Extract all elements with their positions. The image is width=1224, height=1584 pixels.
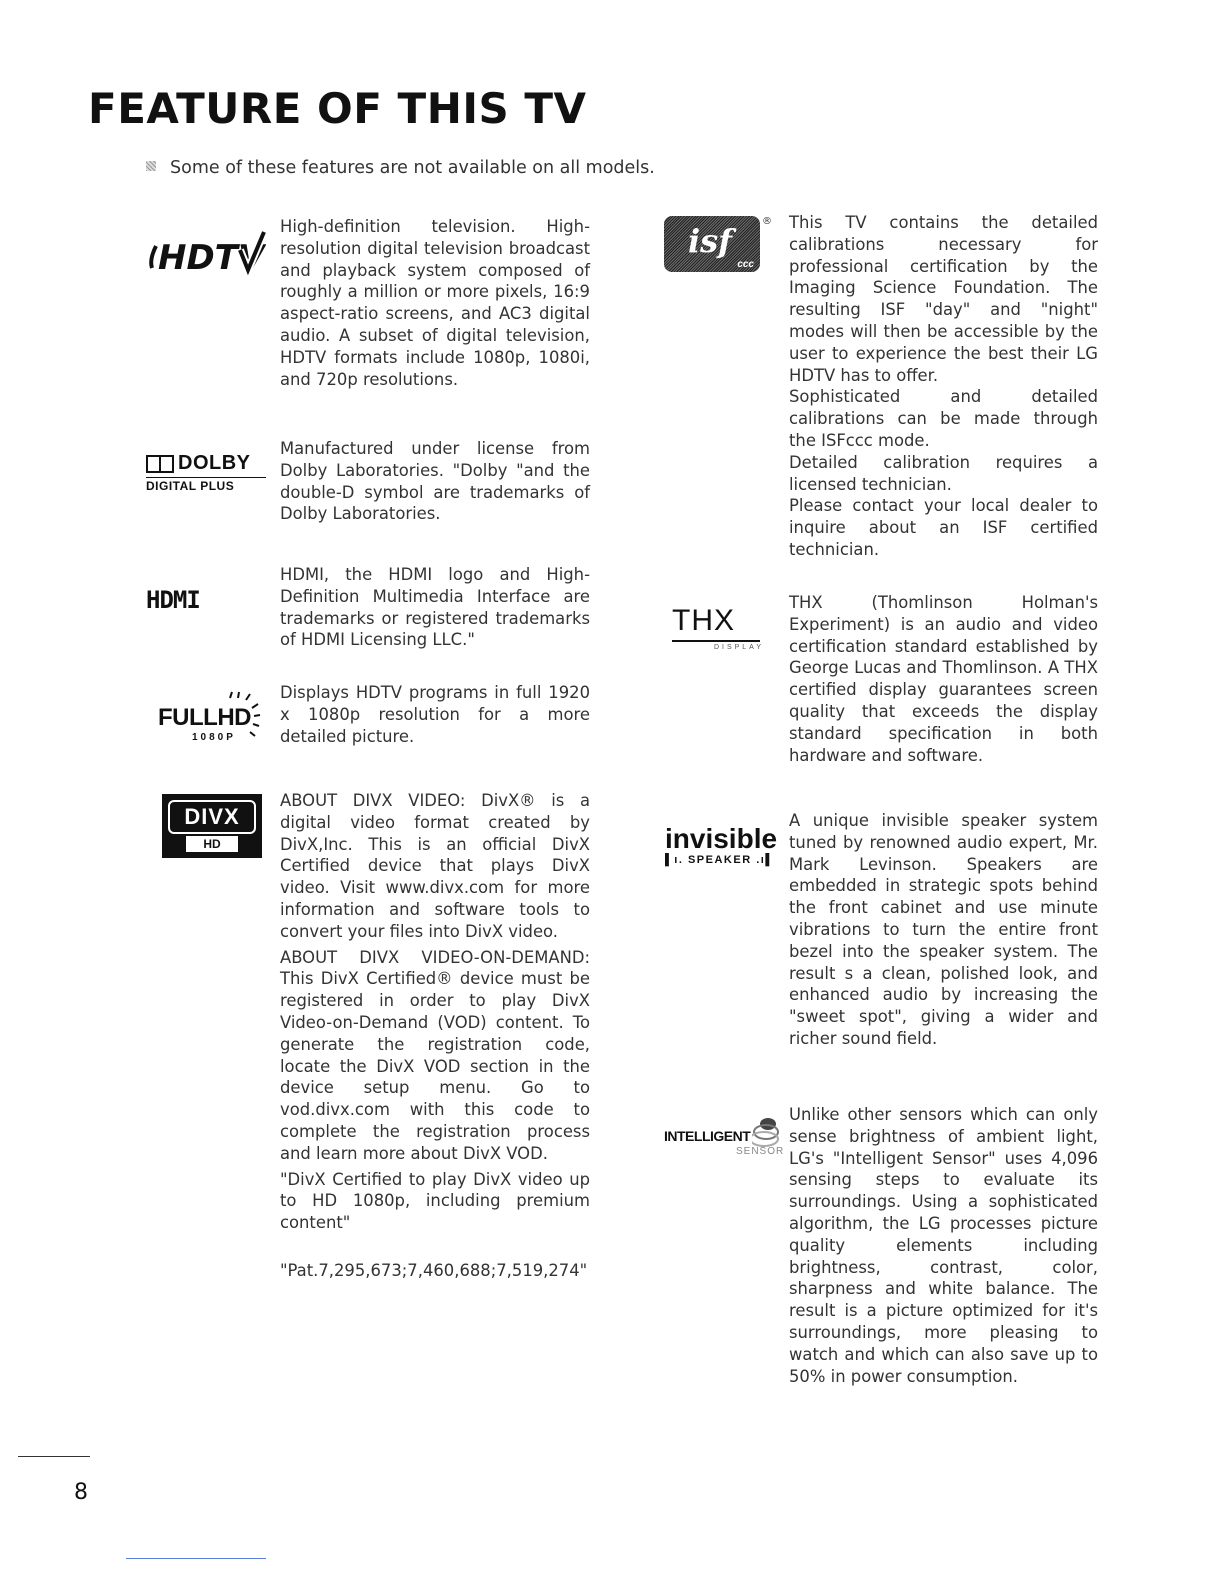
invisible-logo-subtext: ▌ı. SPEAKER .ı▌: [665, 854, 775, 866]
fullhd-logo-text: FULLHD: [158, 704, 251, 731]
availability-note-text: Some of these features are not available on all models.: [170, 158, 655, 178]
thx-logo-subtext: DISPLAY: [713, 644, 764, 651]
availability-note: [146, 158, 655, 178]
hdtv-logo: [148, 224, 266, 282]
page-title: FEATURE OF THIS TV: [88, 84, 587, 133]
signal-icon: ▌ı.: [665, 854, 684, 866]
hdtv-logo-graphic: [148, 224, 266, 282]
divx-patents: "Pat.7,295,673;7,460,688;7,519,274": [280, 1260, 588, 1280]
registered-icon: ®: [762, 216, 772, 227]
isf-logo-subtext: ccc: [737, 259, 754, 270]
footer-rule: [18, 1456, 90, 1457]
fullhd-logo-subtext: 1080P: [192, 732, 236, 743]
hdmi-description: HDMI, the HDMI logo and High-Definition Multimedia Interface are trademarks or registered trademarks of HDMI Licensing LLC.": [280, 565, 590, 650]
page-number: 8: [74, 1480, 88, 1505]
footer-link-line: [126, 1558, 266, 1559]
intelligent-logo-text: INTELLIGENT: [664, 1128, 751, 1144]
invisible-logo-text: invisible: [665, 823, 778, 854]
thx-logo: [672, 604, 768, 652]
dolby-description: Manufactured under license from Dolby Laboratories. "Dolby "and the double-D symbol are trademarks of Dolby Laboratories.: [280, 439, 590, 524]
thx-description: THX (Thomlinson Holman's Experiment) is an audio and video certification standard established by George Lucas and Thomlinson. A THX certified display guarantees screen quality that exceeds the display standard specification in both hardware and software.: [789, 593, 1098, 765]
intelligent-logo-subtext: SENSOR: [736, 1146, 785, 1157]
bullet-icon: [146, 161, 156, 171]
divx-description: [280, 790, 590, 1282]
isf-paragraph-2: Sophisticated and detailed calibrations can be made through the ISFccc mode.: [789, 387, 1098, 450]
divx-logo: [162, 794, 262, 858]
divx-logo-text: DIVX: [168, 800, 256, 834]
hdmi-logo: HDMI: [146, 586, 200, 614]
isf-paragraph-4: Please contact your local dealer to inquire about an ISF certified technician.: [789, 496, 1098, 559]
isf-logo-text: isf: [688, 222, 732, 260]
isf-logo: [664, 216, 772, 272]
signal-icon: .ı▌: [756, 854, 775, 866]
dolby-logo-text: DOLBY: [178, 452, 251, 474]
dolby-logo-subtext: DIGITAL PLUS: [146, 477, 266, 493]
invisible-speaker-logo: [665, 823, 778, 876]
intelligent-sensor-description: Unlike other sensors which can only sense brightness of ambient light, LG's "Intelligent Sensor" uses 4,096 sensing steps to evaluate its surroundings. Using a sophisticated algorithm, the LG processes picture quality elements including brightness, contrast, color, sharpness and white balance. The result is a picture optimized for it's surroundings, more pleasing to watch and which can also save up to 50% in power consumption.: [789, 1105, 1098, 1386]
divx-video-paragraph: ABOUT DIVX VIDEO: DivX® is a digital video format created by DivX,Inc. This is an official DivX Certified device that plays DivX video. Visit www.divx.com for more information and software tools to convert your files into DivX video.: [280, 791, 590, 941]
dolby-logo: [146, 452, 266, 492]
isf-paragraph-3: Detailed calibration requires a licensed technician.: [789, 452, 1098, 494]
divx-certified-paragraph: "DivX Certified to play DivX video up to HD 1080p, including premium content": [280, 1169, 590, 1233]
invisible-speaker-description: A unique invisible speaker system tuned by renowned audio expert, Mr. Mark Levinson. Speakers are embedded in strategic spots behind the front cabinet and use minute vibrations to turn the entire front bezel into the speaker system. The result s a clean, polished look, and enhanced audio by increasing the "sweet spot", giving a wider and richer sound field.: [789, 811, 1098, 1048]
isf-paragraph-1: This TV contains the detailed calibrations necessary for professional certification by the Imaging Science Foundation. The resulting ISF "day" and "night" modes will then be accessible by the user to experience the best their LG HDTV has to offer.: [789, 213, 1098, 385]
divx-hd-label: HD: [186, 836, 238, 852]
divx-vod-paragraph: ABOUT DIVX VIDEO-ON-DEMAND: This DivX Certified® device must be registered in order to play DivX Video-on-Demand (VOD) content. To generate the registration code, locate the DivX VOD section in the device setup menu. Go to vod.divx.com with this code to complete the registration process and learn more about DivX VOD.: [280, 947, 590, 1163]
isf-description: [789, 212, 1098, 561]
double-d-icon: [146, 455, 174, 473]
fullhd-logo: [158, 688, 266, 748]
hdtv-logo-text: HDTV: [158, 238, 265, 278]
fullhd-description: Displays HDTV programs in full 1920 x 1080p resolution for a more detailed picture.: [280, 683, 590, 746]
thx-logo-underline: [672, 640, 760, 642]
hdtv-description: High-definition television. High-resolution digital television broadcast and playback system composed of roughly a million or more pixels, 16:9 aspect-ratio screens, and AC3 digital audio. A subset of digital television, HDTV formats include 1080p, 1080i, and 720p resolutions.: [280, 217, 590, 389]
thx-logo-text: THX: [672, 604, 735, 637]
intelligent-sensor-logo: [664, 1108, 785, 1168]
